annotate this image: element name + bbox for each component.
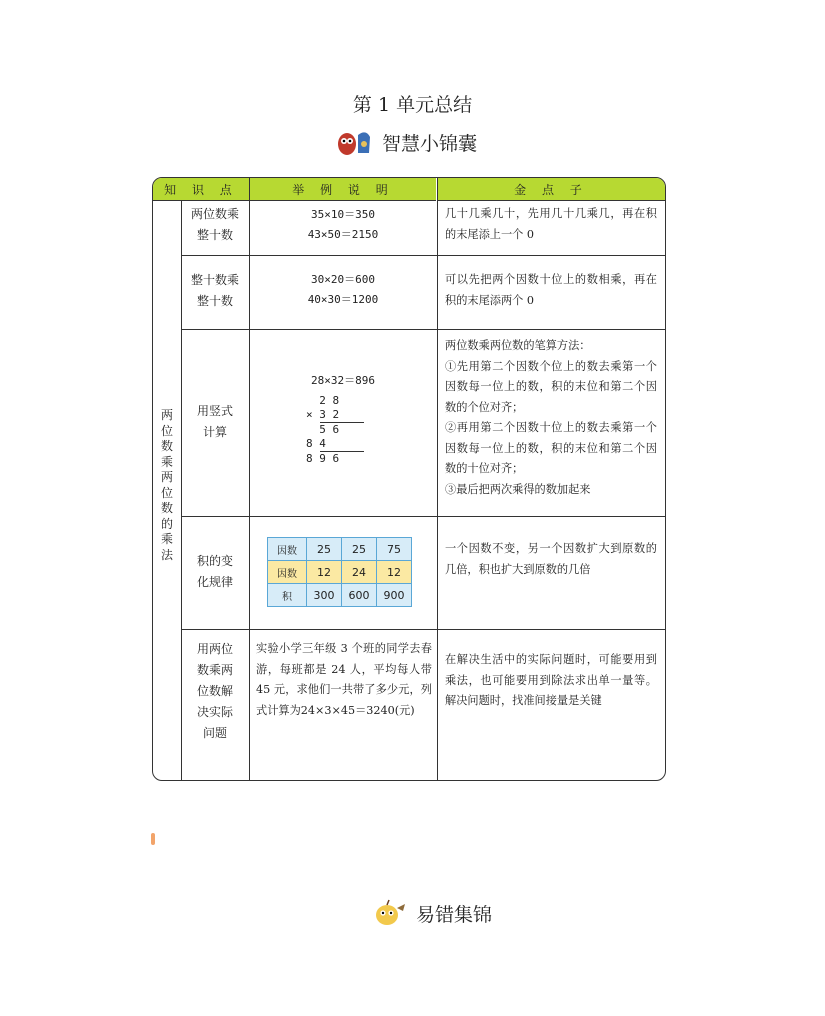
section-title-text: 智慧小锦囊 — [382, 132, 478, 155]
row5-topic: 用两位 数乘两 位数解 决实际 问题 — [196, 642, 233, 740]
row4-topic: 积的变 化规律 — [196, 554, 233, 589]
row5-tip: 在解决生活中的实际问题时，可能要用到乘法，也可能要用到除法求出单一量等。解决问题时，找准间接量是关键 — [445, 653, 657, 707]
decorative-mark — [151, 833, 155, 845]
product-row: 积 300 600 900 — [268, 584, 412, 607]
section-title-mistakes — [370, 898, 492, 928]
section-title-text: 易错集锦 — [416, 903, 493, 926]
row1-topic: 两位数乘 整十数 — [190, 207, 239, 242]
knowledge-table — [152, 177, 666, 781]
unit-title: 第 1 单元总结 — [352, 94, 473, 116]
row2-tip: 可以先把两个因数十位上的数相乘，再在积的末尾添两个 0 — [445, 273, 657, 307]
side-category-label: 两 位 数 乘 两 位 数 的 乘 法 — [160, 408, 173, 562]
row3-vertical-calc: 2 8 × 3 2 5 6 8 4 8 9 6 — [306, 394, 364, 466]
factor-row-1: 因数 25 25 75 — [268, 538, 412, 561]
factor-table — [267, 537, 412, 607]
row4-tip: 一个因数不变，另一个因数扩大到原数的几倍，积也扩大到原数的几倍 — [445, 542, 657, 576]
header-example: 举 例 说 明 — [250, 178, 436, 201]
row2-topic: 整十数乘 整十数 — [190, 273, 239, 308]
row3-example: 28×32＝896 — [311, 374, 375, 387]
row3-tip: 两位数乘两位数的笔算方法： ①先用第二个因数个位上的数去乘第一个因数每一位上的数，积的末位和第二个因数的个位对齐； ②再用第二个因数十位上的数去乘第一个因数每一位上的数，积的末位和第二个因数的十位对齐； ③最后把两次乘得的数加起来 — [445, 339, 657, 496]
factor-row-2: 因数 12 24 12 — [268, 561, 412, 584]
row1-example: 35×10＝350 43×50＝2150 — [307, 208, 379, 241]
header-tip: 金 点 子 — [437, 178, 665, 201]
row5-example: 实验小学三年级 3 个班的同学去春游，每班都是 24 人，平均每人带 45 元，求他们一共带了多少元，列式计算为24×3×45＝3240(元) — [256, 642, 432, 717]
section-title-wisdom — [336, 127, 477, 157]
row3-topic: 用竖式 计算 — [196, 404, 233, 439]
apple-mascot-icon — [370, 898, 408, 928]
row1-tip: 几十几乘几十，先用几十几乘几，再在积的末尾添上一个 0 — [445, 207, 657, 241]
header-knowledge-point: 知 识 点 — [153, 178, 249, 201]
row2-example: 30×20＝600 40×30＝1200 — [307, 273, 379, 306]
owl-mascot-icon — [336, 127, 374, 157]
